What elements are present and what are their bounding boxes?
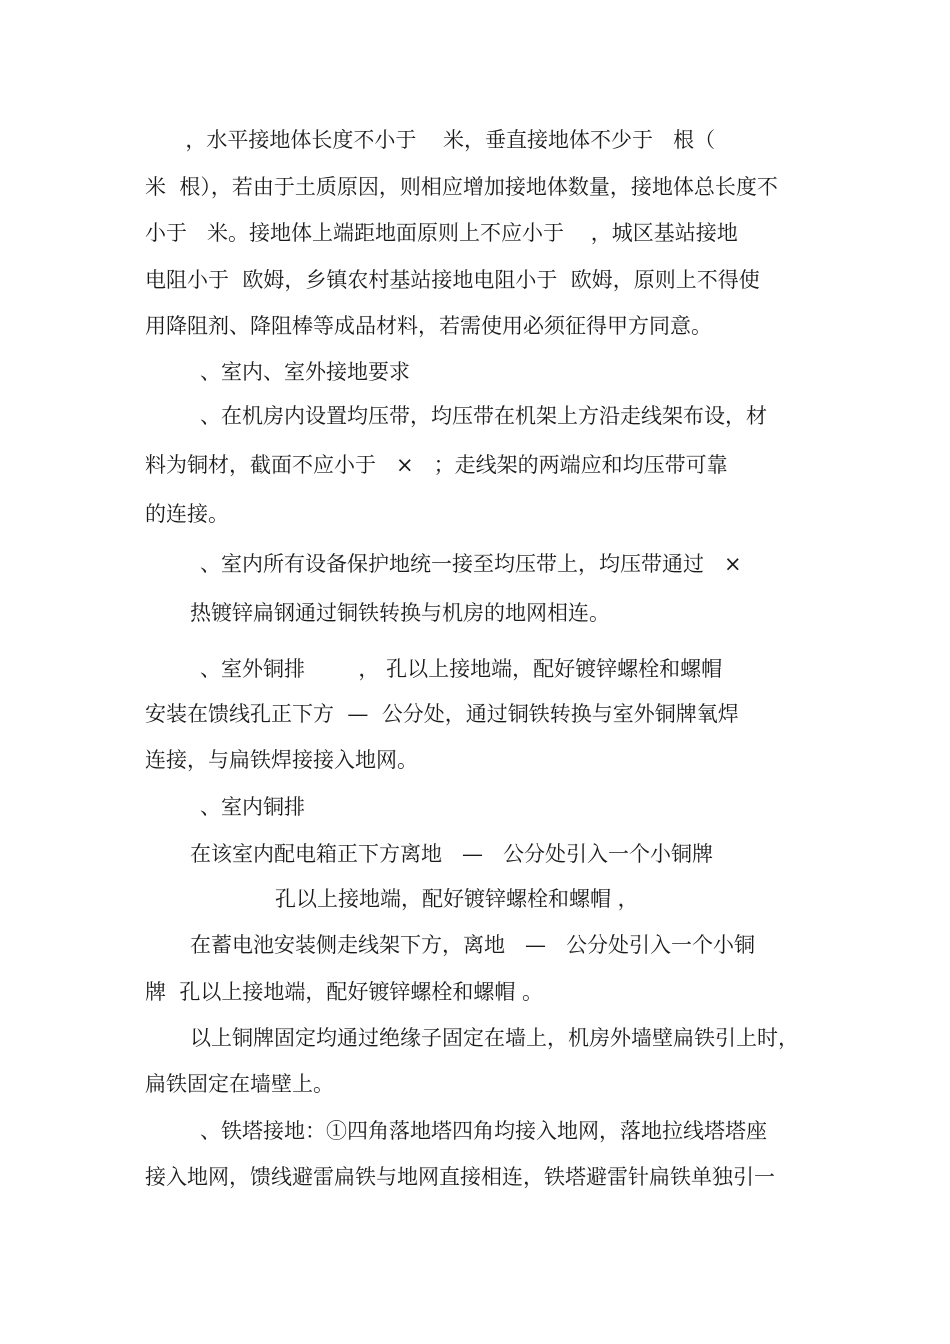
- text-line-11: 热镀锌扁钢通过铜铁转换与机房的地网相连。: [190, 601, 610, 625]
- section-heading-indoor-copper-bar: 、室内铜排: [200, 795, 305, 819]
- text-line-19: 牌 孔以上接地端，配好镀锌螺栓和螺帽 。: [145, 980, 544, 1004]
- text-line-13: 安装在馈线孔正下方 — 公分处，通过铜铁转换与室外铜牌氧焊: [145, 702, 739, 726]
- text-line-12: 、室外铜排 ， 孔以上接地端，配好镀锌螺栓和螺帽: [200, 657, 723, 681]
- section-heading-indoor-outdoor: 、室内、室外接地要求: [200, 360, 410, 384]
- text-line-14: 连接，与扁铁焊接接入地网。: [145, 748, 418, 772]
- text-line-20: 以上铜牌固定均通过绝缘子固定在墙上，机房外墙壁扁铁引上时，: [190, 1026, 799, 1050]
- text-line-7: 、在机房内设置均压带，均压带在机架上方沿走线架布设，材: [200, 404, 767, 428]
- text-line-23: 接入地网，馈线避雷扁铁与地网直接相连，铁塔避雷针扁铁单独引一: [145, 1165, 775, 1189]
- text-line-5: 用降阻剂、降阻棒等成品材料，若需使用必须征得甲方同意。: [145, 314, 712, 338]
- text-line-1: ，水平接地体长度不小于 米，垂直接地体不少于 根（: [172, 128, 716, 152]
- text-line-18: 在蓄电池安装侧走线架下方，离地 — 公分处引入一个小铜: [190, 933, 756, 957]
- text-line-16: 在该室内配电箱正下方离地 — 公分处引入一个小铜牌: [190, 842, 714, 866]
- text-line-9: 的连接。: [145, 502, 229, 526]
- text-line-4: 电阻小于 欧姆，乡镇农村基站接地电阻小于 欧姆，原则上不得使: [145, 268, 760, 292]
- text-line-8: 料为铜材，截面不应小于 × ；走线架的两端应和均压带可靠: [145, 453, 728, 477]
- text-line-2: 米 根），若由于土质原因，则相应增加接地体数量，接地体总长度不: [145, 175, 778, 199]
- section-heading-tower-grounding: 、铁塔接地：①四角落地塔四角均接入地网，落地拉线塔塔座: [200, 1119, 767, 1143]
- text-line-17: 孔以上接地端，配好镀锌螺栓和螺帽 ，: [275, 887, 639, 911]
- text-line-10: 、室内所有设备保护地统一接至均压带上，均压带通过 ×: [200, 552, 742, 576]
- text-line-3: 小于 米。接地体上端距地面原则上不应小于 ，城区基站接地: [145, 221, 738, 245]
- text-line-21: 扁铁固定在墙壁上。: [145, 1072, 334, 1096]
